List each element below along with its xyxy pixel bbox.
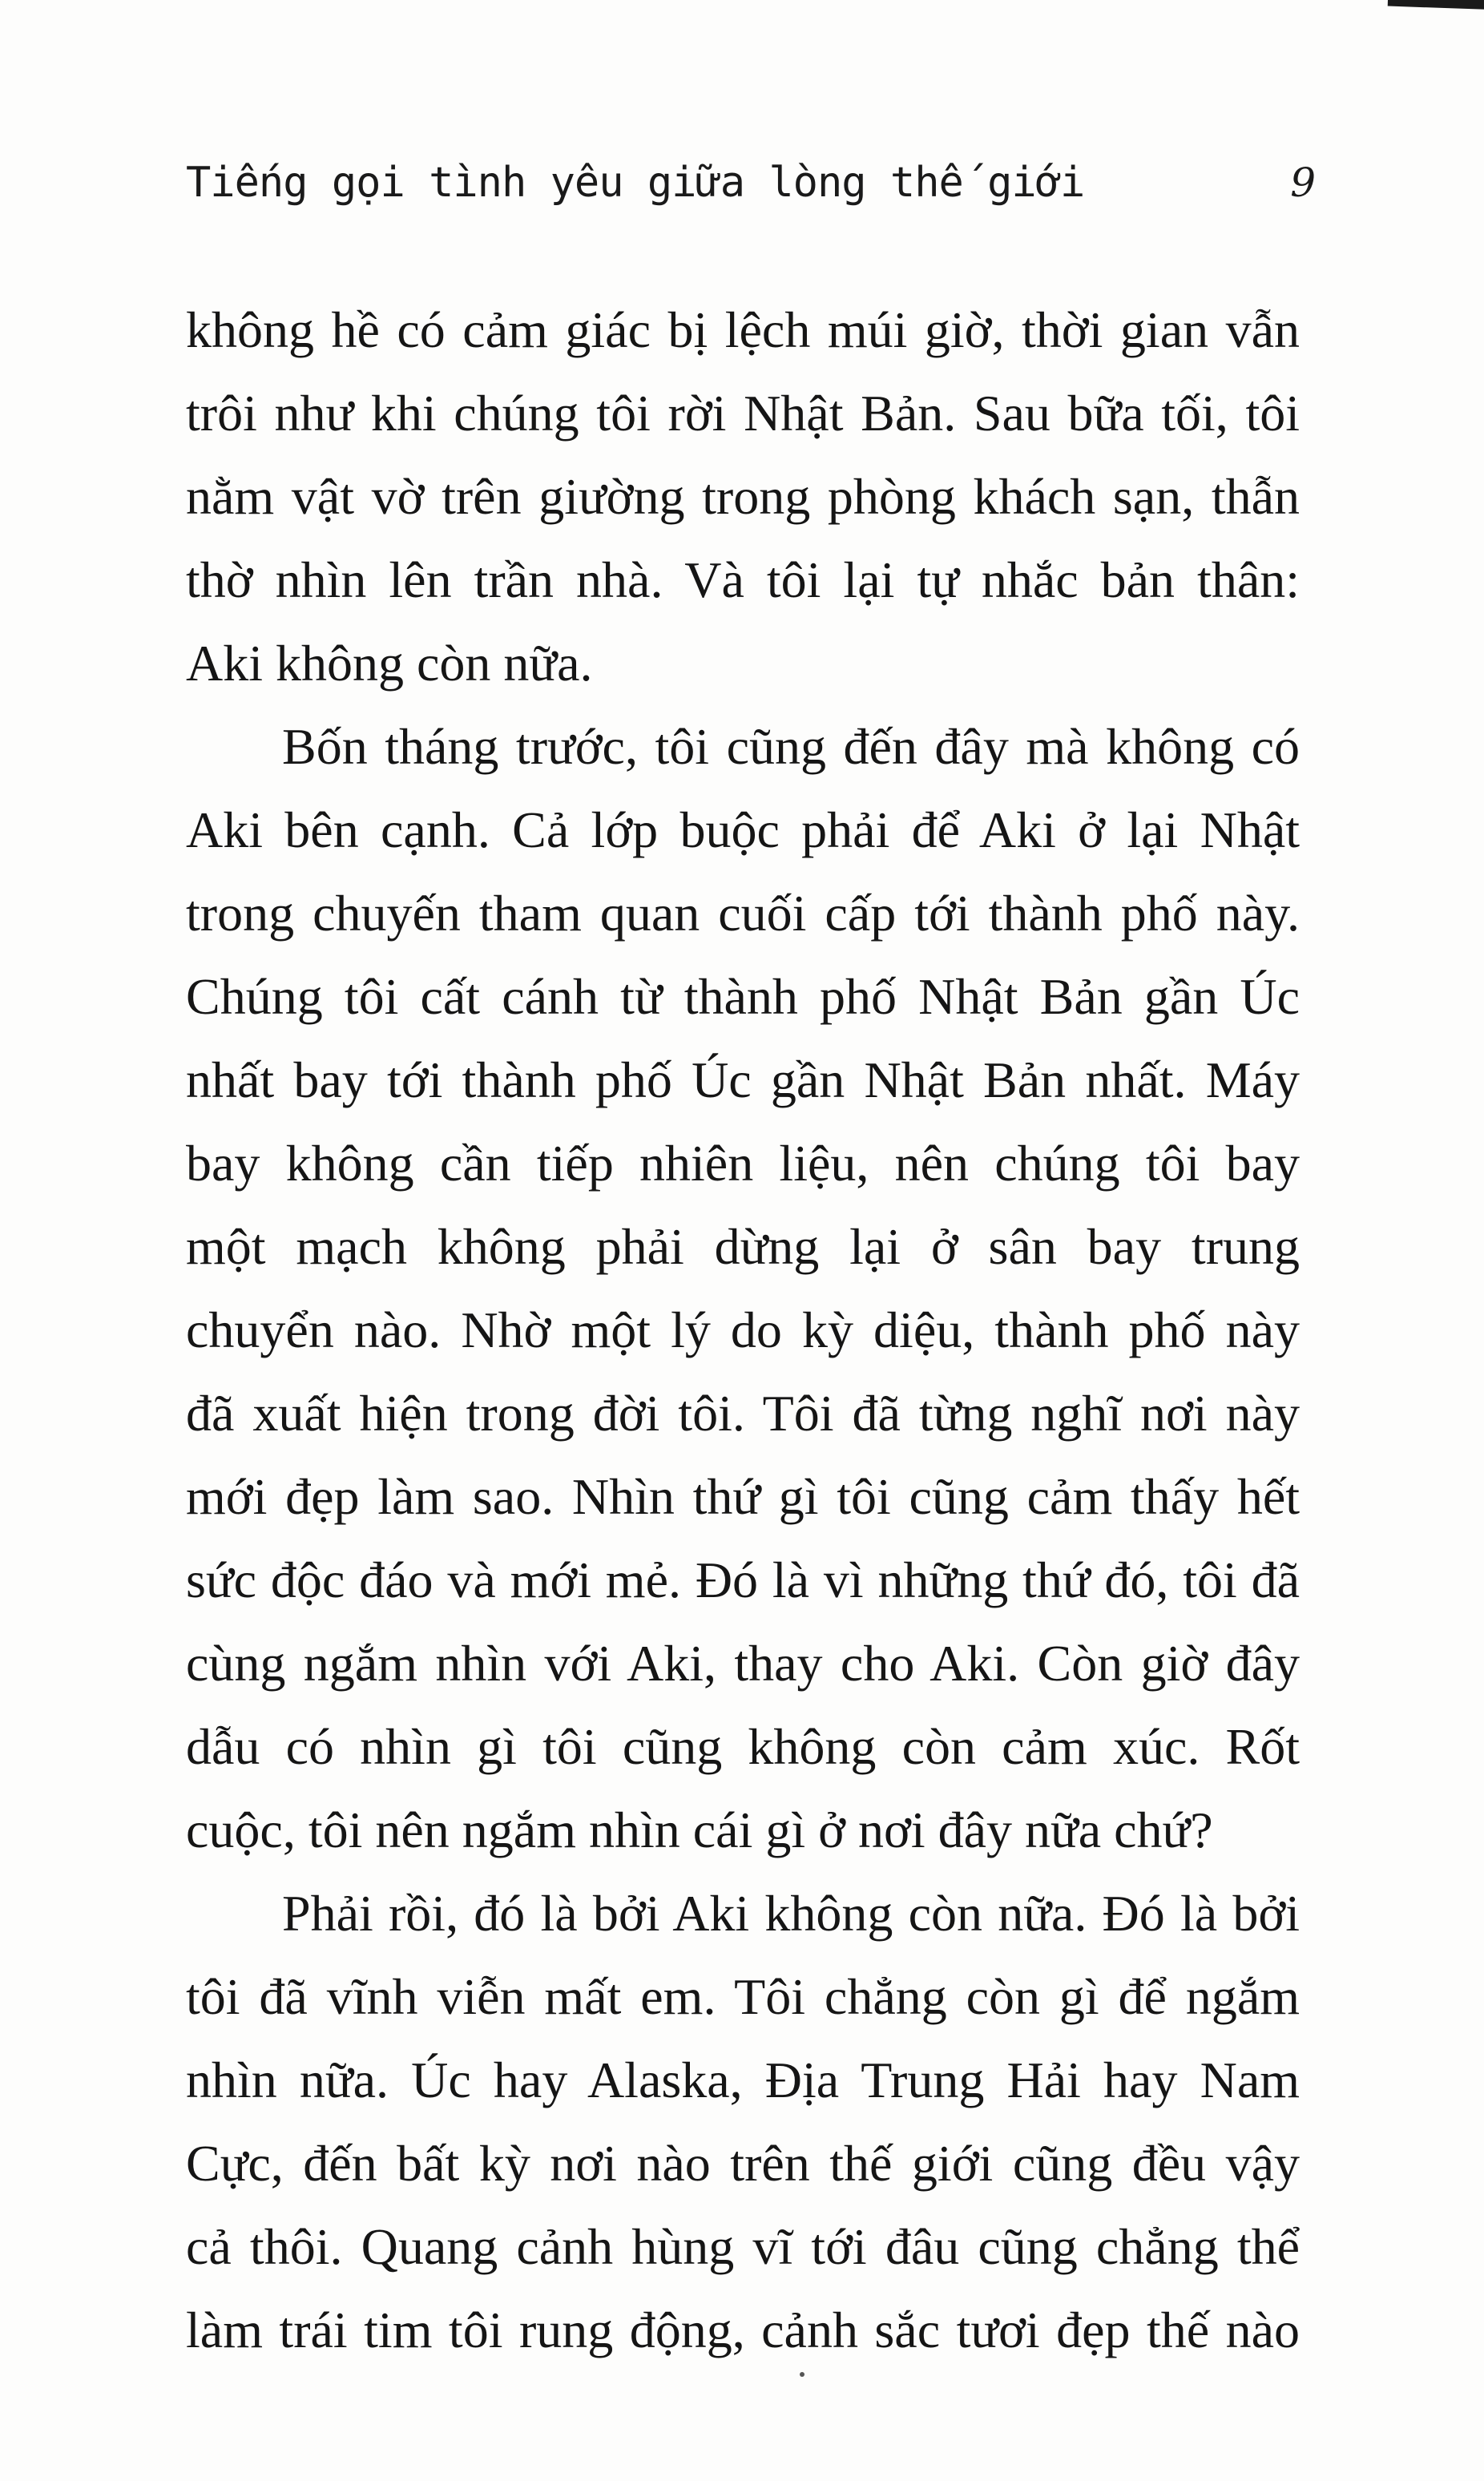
text-line: trong chuyến tham quan cuối cấp tới thành phố này. (186, 885, 1300, 942)
text-line: cuộc, tôi nên ngắm nhìn cái gì ở nơi đây nữa chứ? (186, 1801, 1213, 1858)
body-text (186, 288, 1300, 2372)
text-line: dẫu có nhìn gì tôi cũng không còn cảm xúc. Rốt (186, 1718, 1300, 1775)
text-line: sức độc đáo và mới mẻ. Đó là vì những thứ đó, tôi đã (186, 1551, 1300, 1608)
text-line: không hề có cảm giác bị lệch múi giờ, thời gian vẫn (186, 301, 1300, 358)
text-line: cả thôi. Quang cảnh hùng vĩ tới đâu cũng chẳng thể (186, 2218, 1300, 2275)
text-line: Chúng tôi cất cánh từ thành phố Nhật Bản gần Úc (186, 968, 1300, 1025)
text-line: tôi đã vĩnh viễn mất em. Tôi chẳng còn gì để ngắm (186, 1968, 1300, 2025)
running-title: Tiếng gọi tình yêu giữa lòng thế giới (186, 159, 1085, 207)
text-line: mới đẹp làm sao. Nhìn thứ gì tôi cũng cảm thấy hết (186, 1468, 1300, 1525)
text-line: nhìn nữa. Úc hay Alaska, Địa Trung Hải hay Nam (186, 2051, 1300, 2108)
text-line: Aki không còn nữa. (186, 635, 593, 692)
text-line: cùng ngắm nhìn với Aki, thay cho Aki. Còn giờ đây (186, 1635, 1300, 1692)
text-line: nhất bay tới thành phố Úc gần Nhật Bản nhất. Máy (186, 1051, 1300, 1108)
running-header (186, 151, 1316, 215)
scan-edge-mark (1388, 0, 1484, 10)
speck-mark (800, 2372, 805, 2377)
paragraph (186, 1872, 1300, 2372)
text-line: trôi như khi chúng tôi rời Nhật Bản. Sau bữa tối, tôi (186, 385, 1300, 442)
text-line: Phải rồi, đó là bởi Aki không còn nữa. Đó là bởi (282, 1885, 1300, 1942)
text-line: một mạch không phải dừng lại ở sân bay trung (186, 1218, 1300, 1275)
text-line: đã xuất hiện trong đời tôi. Tôi đã từng nghĩ nơi này (186, 1385, 1300, 1442)
text-line: nằm vật vờ trên giường trong phòng khách sạn, thẫn (186, 468, 1300, 525)
text-line: Cực, đến bất kỳ nơi nào trên thế giới cũng đều vậy (186, 2135, 1300, 2192)
text-line: chuyển nào. Nhờ một lý do kỳ diệu, thành phố này (186, 1301, 1300, 1358)
page-number: 9 (1290, 159, 1316, 206)
paragraph (186, 288, 1300, 705)
paragraph (186, 705, 1300, 1872)
text-line: Aki bên cạnh. Cả lớp buộc phải để Aki ở lại Nhật (186, 801, 1300, 858)
text-line: bay không cần tiếp nhiên liệu, nên chúng tôi bay (186, 1135, 1300, 1192)
text-line: Bốn tháng trước, tôi cũng đến đây mà không có (282, 718, 1300, 775)
text-line: làm trái tim tôi rung động, cảnh sắc tươi đẹp thế nào (186, 2301, 1300, 2358)
text-line: thờ nhìn lên trần nhà. Và tôi lại tự nhắc bản thân: (186, 551, 1300, 608)
